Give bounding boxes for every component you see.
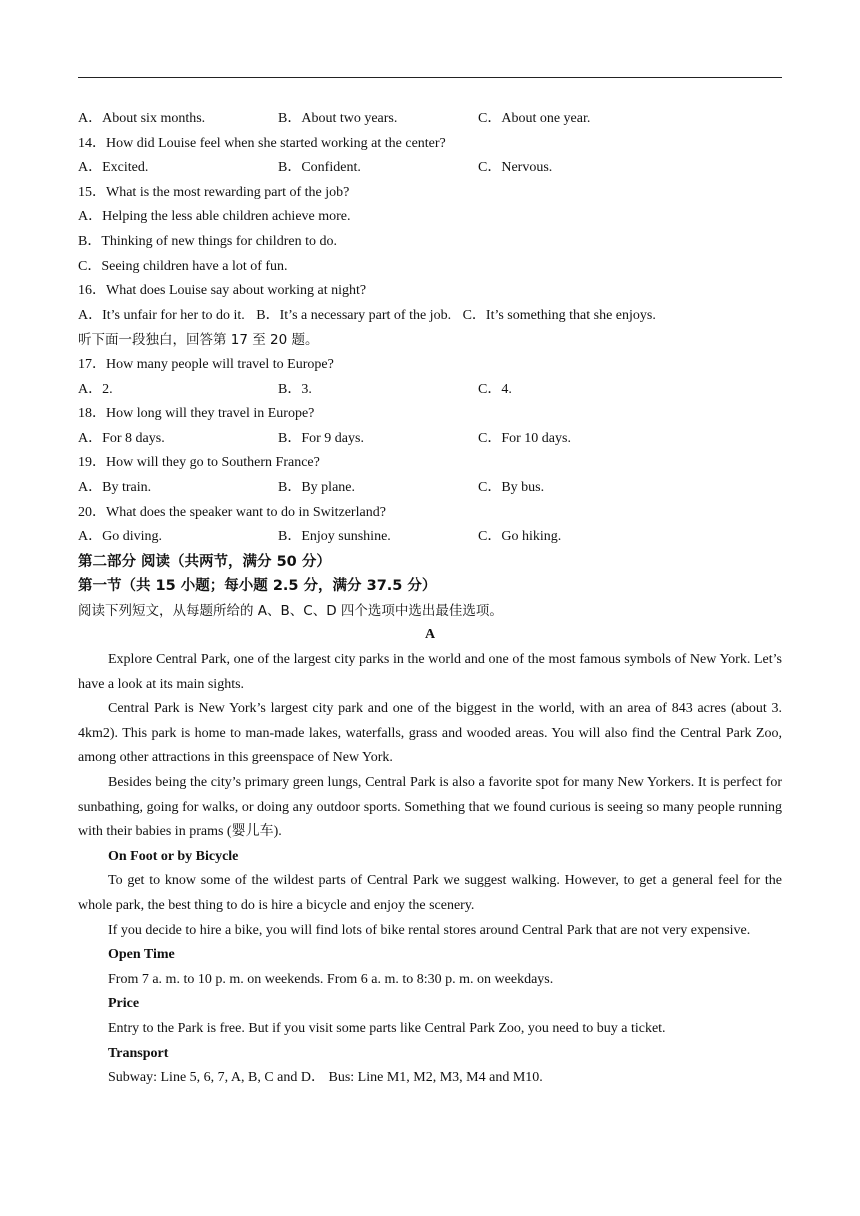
price-text: Entry to the Park is free. But if you visit some parts like Central Park Zoo, you need to buy a ticket. [108, 1020, 666, 1036]
option-c: C．Nervous. [478, 160, 553, 176]
q13-options [78, 107, 782, 132]
option-b: B．It’s a necessary part of the job. [256, 307, 452, 323]
page-content [78, 107, 782, 1091]
passage-paragraph-1: Explore Central Park, one of the largest city parks in the world and one of the most famous symbols of New York. Let’s have a look at its main sights. [78, 652, 782, 692]
header-rule [78, 77, 782, 78]
option-a: A．2. [78, 381, 113, 397]
q18-stem: 18．How long will they travel in Europe? [78, 406, 315, 422]
q14-options [78, 156, 782, 181]
q16-stem: 16．What does Louise say about working at night? [78, 283, 367, 299]
option-a: A．Excited. [78, 160, 149, 176]
option-a: A．For 8 days. [78, 430, 165, 446]
option-c: C．By bus. [478, 479, 545, 495]
option-c: C．4. [478, 381, 512, 397]
option-a: A．Go diving. [78, 529, 162, 545]
q15-stem: 15．What is the most rewarding part of the job? [78, 184, 350, 200]
option-c: C．For 10 days. [478, 430, 571, 446]
option-a: A．About six months. [78, 111, 206, 126]
subheading-open-time: Open Time [108, 947, 175, 963]
q15-option-b: B．Thinking of new things for children to do. [78, 233, 337, 249]
open-time-text: From 7 a. m. to 10 p. m. on weekends. From 6 a. m. to 8:30 p. m. on weekdays. [108, 971, 554, 987]
q14-stem: 14．How did Louise feel when she started working at the center? [78, 135, 446, 151]
q19-stem: 19．How will they go to Southern France? [78, 455, 320, 471]
q20-options [78, 525, 782, 550]
q17-stem: 17．How many people will travel to Europe? [78, 356, 334, 372]
q16-options [78, 304, 782, 329]
q20-stem: 20．What does the speaker want to do in Switzerland? [78, 504, 386, 520]
passage-paragraph-4: To get to know some of the wildest parts of Central Park we suggest walking. However, to get a general feel for the whole park, the best thing to do is hire a bicycle and enjoy the scenery. [78, 873, 782, 913]
option-c: C．About one year. [478, 111, 591, 126]
passage-paragraph-3: Besides being the city’s primary green lungs, Central Park is also a favorite spot for many New Yorkers. It is perfect for sunbathing, going for walks, or doing any outdoor sports. Something that we found curious is seeing so many people running with their babies in prams (婴儿车). [78, 775, 782, 840]
reading-instruction: 阅读下列短文，从每题所给的 A、B、C、D 四个选项中选出最佳选项。 [78, 602, 503, 619]
option-c: C．Go hiking. [478, 529, 562, 545]
option-b: B．3. [278, 381, 312, 397]
q17-options [78, 378, 782, 403]
option-a: A．By train. [78, 479, 152, 495]
option-b: B．For 9 days. [278, 430, 364, 446]
section1-heading: 第一节（共 15 小题；每小题 2.5 分，满分 37.5 分） [78, 578, 437, 595]
option-b: B．By plane. [278, 479, 355, 495]
option-b: B．Confident. [278, 160, 361, 176]
q15-option-a: A．Helping the less able children achieve more. [78, 209, 351, 225]
part2-heading: 第二部分 阅读（共两节，满分 50 分） [78, 553, 331, 570]
passage-paragraph-2: Central Park is New York’s largest city park and one of the biggest in the world, with an area of 843 acres (about 3. 4km2). This park is home to man-made lakes, waterfalls, grass and wooded areas. You will also find the Central Park Zoo, among other attractions in this greenspace of New York. [78, 701, 782, 766]
option-b: B．About two years. [278, 111, 398, 126]
subheading-price: Price [108, 996, 140, 1012]
q15-option-c: C．Seeing children have a lot of fun. [78, 258, 288, 274]
option-a: A．It’s unfair for her to do it. [78, 307, 245, 323]
subheading-on-foot: On Foot or by Bicycle [108, 848, 239, 864]
monologue-instruction: 听下面一段独白，回答第 17 至 20 题。 [78, 332, 319, 349]
transport-text: Subway: Line 5, 6, 7, A, B, C and D． Bus: Line M1, M2, M3, M4 and M10. [108, 1070, 543, 1086]
option-b: B．Enjoy sunshine. [278, 529, 391, 545]
passage-paragraph-5: If you decide to hire a bike, you will find lots of bike rental stores around Central Park that are not very expensive. [108, 922, 751, 938]
q19-options [78, 476, 782, 501]
q18-options [78, 427, 782, 452]
subheading-transport: Transport [108, 1045, 169, 1061]
passage-label: A [424, 627, 436, 643]
option-c: C．It’s something that she enjoys. [462, 307, 656, 323]
